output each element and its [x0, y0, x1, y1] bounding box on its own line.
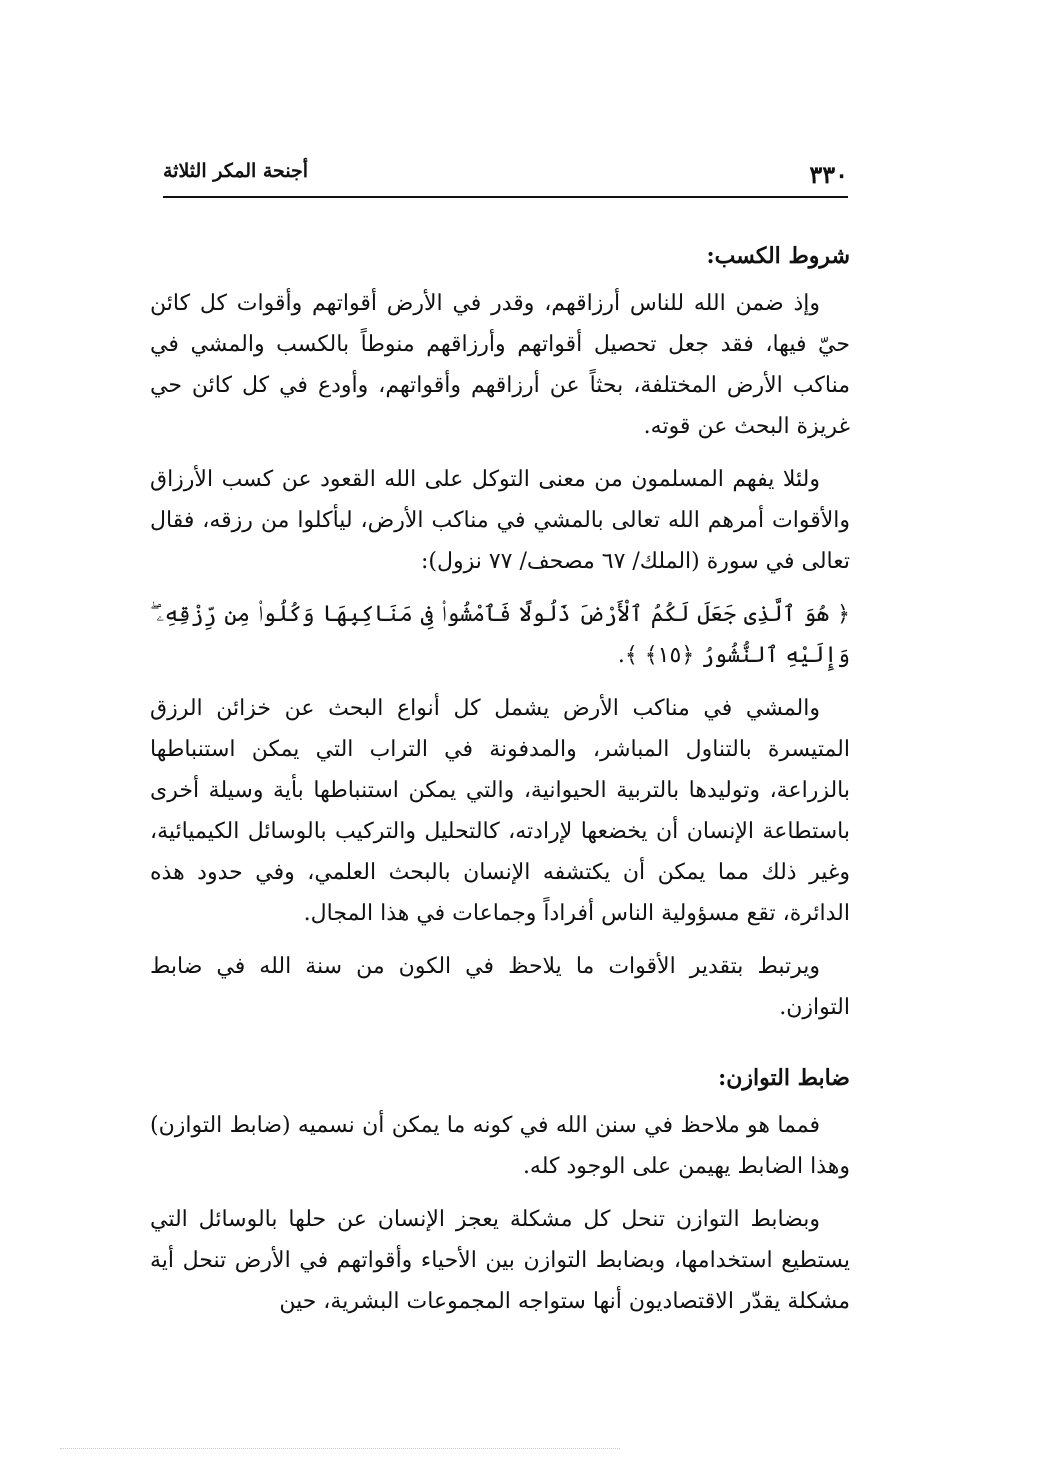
section-heading-earning-conditions: شروط الكسب:: [706, 243, 850, 269]
paragraph: ويرتبط بتقدير الأقوات ما يلاحظ في الكون من سنة الله في ضابط التوازن.: [150, 954, 850, 1020]
section-heading-balance-control: ضابط التوازن:: [718, 1065, 850, 1091]
paragraph: ولئلا يفهم المسلمون من معنى التوكل على الله القعود عن كسب الأرزاق والأقوات أمرهم الله تعالى بالمشي في مناكب الأرض، ليأكلوا من رزقه، فقال تعالى في سورة (الملك/ ٦٧ مصحف/ ٧٧ نزول):: [150, 467, 850, 574]
paragraph: فمما هو ملاحظ في سنن الله في كونه ما يمكن أن نسميه (ضابط التوازن) وهذا الضابط يهيمن على الوجود كله.: [150, 1113, 850, 1179]
page-header: [163, 158, 848, 194]
running-title: أجنحة المكر الثلاثة: [163, 160, 309, 182]
page-body: [150, 230, 850, 1334]
scan-edge-line: [60, 1448, 620, 1449]
paragraph: وبضابط التوازن تنحل كل مشكلة يعجز الإنسان عن حلها بالوسائل التي يستطيع استخدامها، وبضابط التوازن بين الأحياء وأقواتهم في الأرض تنحل أية مشكلة يقدّر الاقتصاديون أنها ستواجه المجموعات البشرية، حين: [150, 1207, 850, 1314]
header-rule: [163, 196, 848, 198]
paragraph: وإذ ضمن الله للناس أرزاقهم، وقدر في الأرض أقواتهم وأقوات كل كائن حيّ فيها، فقد جعل تحصيل أقواتهم وأرزاقهم منوطاً بالكسب والمشي في مناكب الأرض المختلفة، بحثاً عن أرزاقهم وأقواتهم، وأودع في كل كائن حي غريزة البحث عن قوته.: [150, 291, 850, 439]
page-number: ٣٣٠: [809, 160, 848, 189]
paragraph: والمشي في مناكب الأرض يشمل كل أنواع البحث عن خزائن الرزق المتيسرة بالتناول المباشر، والمدفونة في التراب التي يمكن استنباطها بالزراعة، وتوليدها بالتربية الحيوانية، والتي يمكن استنباطها بأية وسيلة أخرى باستطاعة الإنسان أن يخضعها لإرادته، كالتحليل والتركيب بالوسائل الكيميائية، وغير ذلك مما يمكن أن يكتشفه الإنسان بالبحث العلمي، وفي حدود هذه الدائرة، تقع مسؤولية الناس أفراداً وجماعات في هذا المجال.: [150, 696, 850, 926]
quran-verse: ﴿ هُوَ ٱلَّذِى جَعَلَ لَكُمُ ٱلْأَرْضَ ذَلُولًا فَٱمْشُوا۟ فِى مَنَاكِبِهَا وَكُلُوا۟ مِن رِّزْقِهِۦ ۖ وَإِلَيْهِ ٱلنُّشُورُ ﴿١٥﴾ ﴾.: [150, 602, 850, 668]
